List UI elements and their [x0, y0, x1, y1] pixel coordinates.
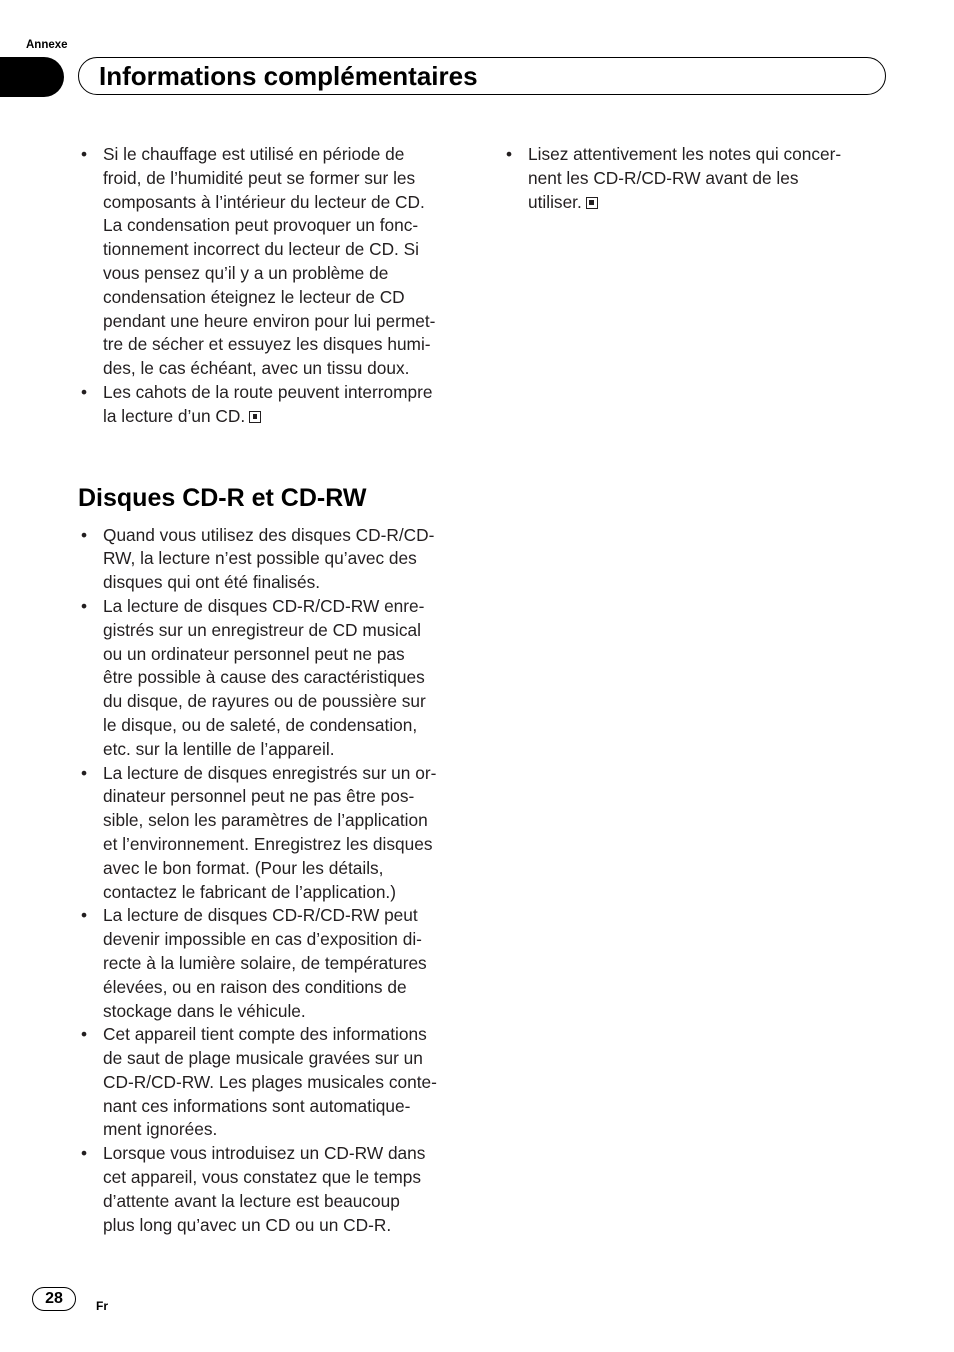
list-item: • La lecture de disques CD-R/CD-RW peut devenir impossible en cas d’exposition di- recte à la lumière solaire, de températures élevées, ou en raison des conditions de stockage dans le véhicule. [78, 904, 468, 1023]
list-item: • Cet appareil tient compte des informations de saut de plage musicale gravées sur un CD-R/CD-RW. Les plages musicales conte- nant ces informations sont automatique- ment ignorées. [78, 1023, 468, 1142]
cd-r-rw-bullet-list [78, 524, 468, 1238]
list-item: • Les cahots de la route peuvent interrompre la lecture d’un CD. [78, 381, 468, 429]
left-column [78, 143, 468, 1237]
section-heading: Disques CD-R et CD-RW [78, 483, 367, 512]
end-of-section-icon [249, 411, 261, 423]
section-tab-marker [0, 57, 64, 97]
language-code: Fr [96, 1299, 108, 1313]
list-item: • Si le chauffage est utilisé en période de froid, de l’humidité peut se former sur les composants à l’intérieur du lecteur de CD. La condensation peut provoquer un fonc- tionnement incorrect du lecteur de CD. Si vous pensez qu’il y a un problème de condensation éteignez le lecteur de CD pendant une heure environ pour lui permet- tre de sécher et essuyez les disques humi- des, le cas échéant, avec un tissu doux. [78, 143, 468, 381]
right-bullet-list [503, 143, 873, 214]
bullet-icon: • [80, 1024, 88, 1045]
list-item: • Quand vous utilisez des disques CD-R/CD- RW, la lecture n’est possible qu’avec des disques qui ont été finalisés. [78, 524, 468, 595]
right-column [503, 143, 873, 214]
bullet-icon: • [80, 905, 88, 926]
bullet-icon: • [80, 524, 88, 545]
list-item: • La lecture de disques CD-R/CD-RW enre- gistrés sur un enregistreur de CD musical ou un ordinateur personnel peut ne pas être possible à cause des caractéristiques du disque, de rayures ou de poussière sur le disque, ou de saleté, de condensation, etc. sur la lentille de l’appareil. [78, 595, 468, 762]
bullet-icon: • [80, 381, 88, 402]
end-of-section-icon [586, 197, 598, 209]
intro-bullet-list [78, 143, 468, 429]
section-label: Annexe [26, 39, 68, 51]
list-item: • La lecture de disques enregistrés sur un or- dinateur personnel peut ne pas être pos- sible, selon les paramètres de l’application et l’environnement. Enregistrez les disques avec le bon format. (Pour les détails, contactez le fabricant de l’application.) [78, 762, 468, 905]
bullet-icon: • [80, 762, 88, 783]
page-title: Informations complémentaires [99, 61, 478, 91]
page-number: 28 [32, 1287, 76, 1311]
bullet-icon: • [505, 144, 513, 164]
bullet-icon: • [80, 595, 88, 616]
list-item: • Lorsque vous introduisez un CD-RW dans cet appareil, vous constatez que le temps d’attente avant la lecture est beaucoup plus long qu’avec un CD ou un CD-R. [78, 1142, 468, 1237]
bullet-icon: • [80, 1143, 88, 1164]
bullet-icon: • [80, 144, 88, 164]
list-item: • Lisez attentivement les notes qui concer- nent les CD-R/CD-RW avant de les utiliser. [503, 143, 873, 214]
header-bar [78, 57, 886, 95]
